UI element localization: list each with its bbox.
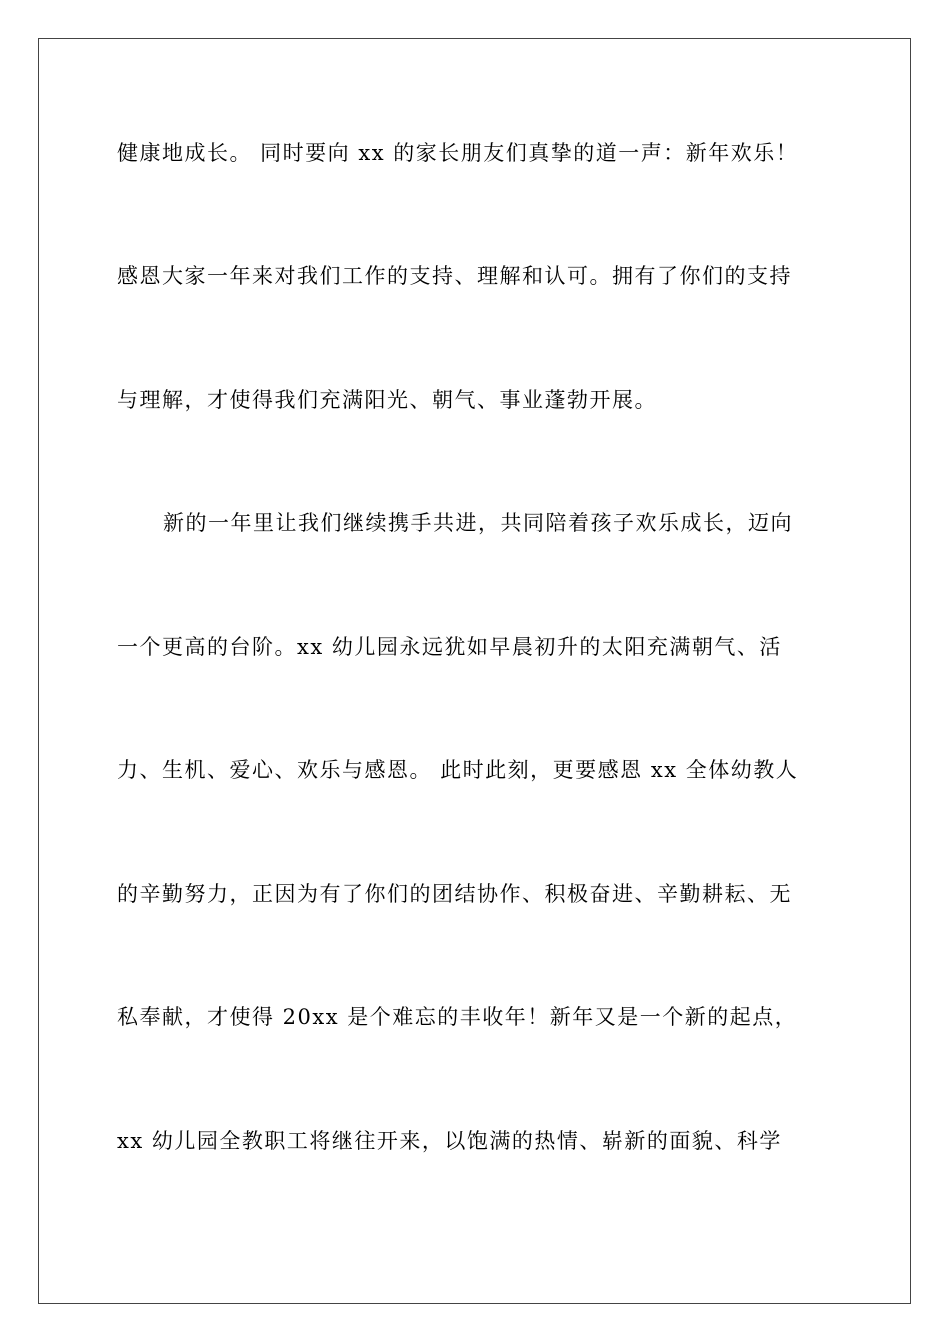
text-line-4-paragraph-start: 新的一年里让我们继续携手共进，共同陪着孩子欢乐成长，迈向 xyxy=(163,511,793,535)
text-line-5: 一个更高的台阶。xx 幼儿园永远犹如早晨初升的太阳充满朝气、活 xyxy=(117,635,782,659)
text-line-9: xx 幼儿园全教职工将继往开来，以饱满的热情、崭新的面貌、科学 xyxy=(117,1129,782,1153)
text-line-1: 健康地成长。 同时要向 xx 的家长朋友们真挚的道一声：新年欢乐！ xyxy=(117,141,799,165)
text-line-6: 力、生机、爱心、欢乐与感恩。 此时此刻，更要感恩 xx 全体幼教人 xyxy=(117,758,799,782)
text-line-7: 的辛勤努力，正因为有了你们的团结协作、积极奋进、辛勤耕耘、无 xyxy=(117,882,792,906)
page-border xyxy=(38,38,911,1304)
text-line-8: 私奉献，才使得 20xx 是个难忘的丰收年！新年又是一个新的起点， xyxy=(117,1005,798,1029)
text-line-2: 感恩大家一年来对我们工作的支持、理解和认可。拥有了你们的支持 xyxy=(117,264,792,288)
text-line-3: 与理解，才使得我们充满阳光、朝气、事业蓬勃开展。 xyxy=(117,388,657,412)
